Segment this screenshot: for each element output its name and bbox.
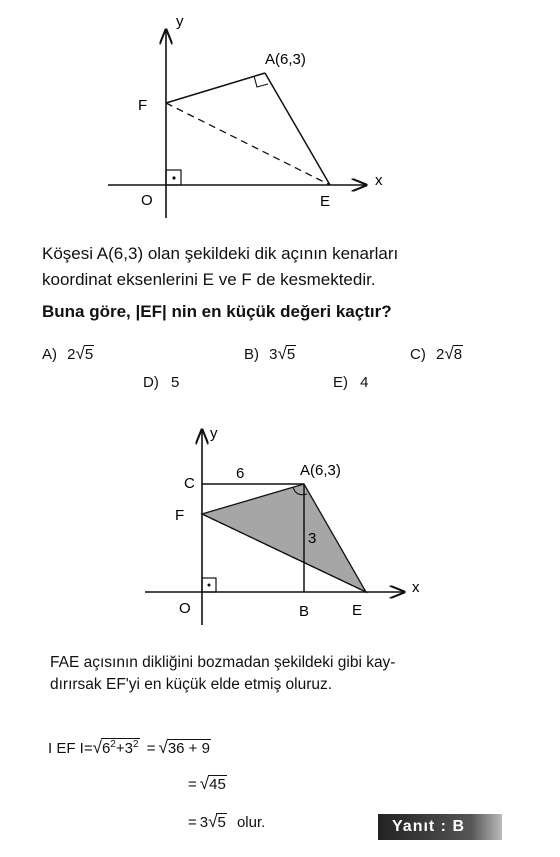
solution-line-2: dırırsak EF'yi en küçük elde etmiş oluruz.: [50, 676, 333, 693]
label-a: A(6,3): [265, 51, 306, 68]
segment-fa: [166, 73, 265, 103]
figure-2: [0, 420, 560, 635]
option-a[interactable]: A) 2√5: [42, 344, 94, 363]
label-y: y: [176, 13, 184, 30]
label-e: E: [320, 193, 331, 210]
figure-1: [0, 0, 560, 230]
option-b[interactable]: B) 3√5: [244, 344, 296, 363]
label-x: x: [375, 172, 383, 189]
shaded-triangle-fae: [202, 484, 366, 592]
label-f: F: [175, 507, 185, 524]
option-c[interactable]: C) 2√8: [410, 344, 463, 363]
label-3: 3: [308, 530, 317, 547]
option-e[interactable]: E) 4: [333, 374, 369, 391]
a-right-angle-mark: [254, 76, 268, 87]
label-o: O: [179, 600, 191, 617]
label-a: A(6,3): [300, 462, 341, 479]
question-line-1: Köşesi A(6,3) olan şekildeki dik açının kenarları: [42, 244, 399, 263]
math-line-1: I EF $I=√6^2+3^2 = √36 + 9$: [48, 738, 210, 757]
label-y: y: [210, 425, 218, 442]
math-line-2: = √45: [188, 774, 226, 793]
label-e: E: [352, 602, 363, 619]
question-line-2: koordinat eksenlerini E ve F de kesmektedir.: [42, 270, 376, 289]
origin-dot: [208, 584, 211, 587]
answer-badge: Yanıt : B: [378, 814, 502, 840]
origin-dot: [172, 176, 175, 179]
label-6: 6: [236, 465, 245, 482]
option-d[interactable]: D) 5: [143, 374, 180, 391]
solution-line-1: FAE açısının dikliğini bozmadan şekildeki gibi kay-: [50, 654, 396, 671]
question-prompt: Buna göre, |EF| nin en küçük değeri kaçtır?: [42, 302, 392, 321]
label-x: x: [412, 579, 420, 596]
label-b: B: [299, 603, 310, 620]
math-line-3: = 3√5 olur.: [188, 812, 266, 831]
label-f: F: [138, 97, 148, 114]
label-c: C: [184, 475, 195, 492]
label-o: O: [141, 192, 153, 209]
